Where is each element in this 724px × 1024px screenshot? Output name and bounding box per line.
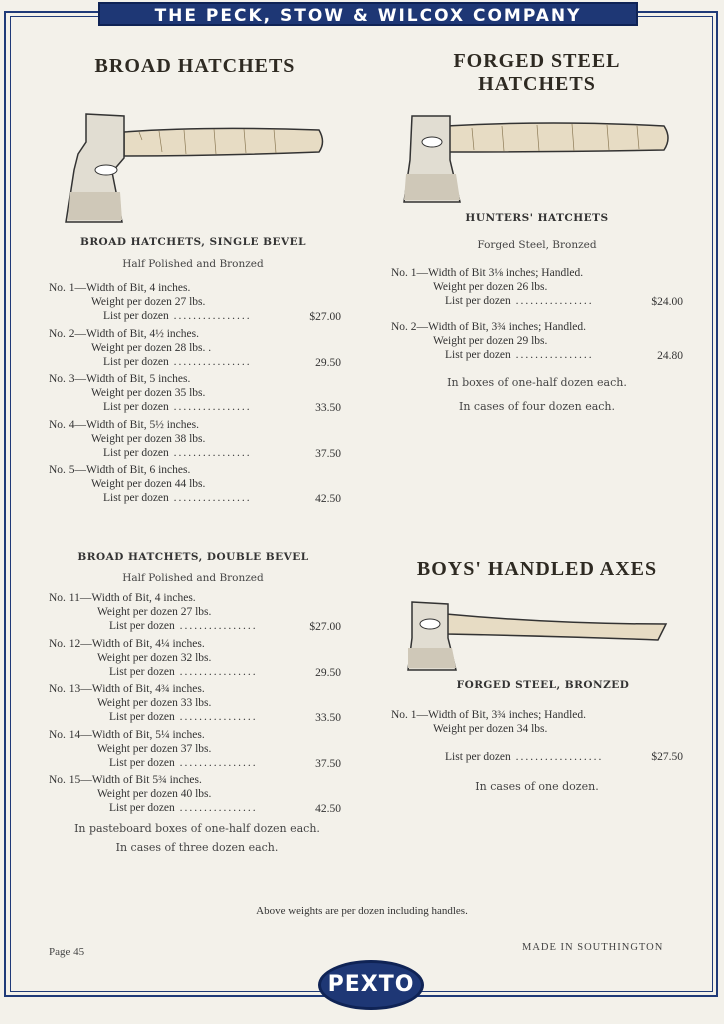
single-bevel-item (49, 418, 341, 460)
single-bevel-item (49, 327, 341, 369)
single-bevel-item (49, 372, 341, 414)
double-bevel-leader-dots: ................ (174, 756, 258, 769)
double-bevel-list-label: List per dozen (109, 802, 175, 814)
double-bevel-item (49, 728, 341, 770)
double-bevel-leader-dots: ................ (174, 665, 258, 678)
single-bevel-item-weight: Weight per dozen 27 lbs. (91, 296, 206, 308)
hunters-price: 24.80 (657, 350, 683, 362)
single-bevel-price: $27.00 (309, 311, 341, 323)
weights-footnote: Above weights are per dozen including handles. (256, 905, 468, 917)
double-bevel-item-weight: Weight per dozen 32 lbs. (97, 651, 212, 664)
forged-title-line2: HATCHETS (478, 73, 596, 95)
single-bevel-leader-dots: ................ (168, 401, 252, 413)
single-bevel-item-width: No. 3—Width of Bit, 5 inches. (49, 373, 191, 385)
broad-hatchet-icon (64, 112, 326, 227)
hunters-price: $24.00 (651, 296, 683, 308)
double-bevel-item-weight: Weight per dozen 37 lbs. (97, 742, 212, 755)
double-bevel-item-weight: Weight per dozen 40 lbs. (97, 788, 212, 800)
single-bevel-item-weight: Weight per dozen 28 lbs. . (91, 341, 212, 354)
single-bevel-list-label: List per dozen (103, 310, 169, 322)
hunters-item (391, 320, 683, 362)
hunters-list-label: List per dozen (445, 295, 511, 307)
pexto-logo: PEXTO (318, 960, 424, 1010)
single-bevel-list-label: List per dozen (103, 401, 169, 413)
single-bevel-item-width: No. 5—Width of Bit, 6 inches. (49, 464, 191, 476)
single-bevel-price: 29.50 (315, 356, 341, 369)
boys-axe-icon (404, 598, 670, 674)
double-bevel-price: $27.00 (309, 621, 341, 633)
double-bevel-list-label: List per dozen (109, 711, 175, 723)
single-bevel-leader-dots: ................ (168, 492, 252, 504)
double-bevel-item-width: No. 14—Width of Bit, 5¼ inches. (49, 728, 205, 741)
single-bevel-item-width: No. 4—Width of Bit, 5½ inches. (49, 418, 199, 431)
double-packing-2: In cases of three dozen each. (115, 841, 279, 854)
hunters-item-width: No. 1—Width of Bit 3⅛ inches; Handled. (391, 267, 584, 279)
hunters-leader-dots: ................ (510, 295, 594, 307)
single-bevel-leader-dots: ................ (168, 355, 252, 368)
double-bevel-item-width: No. 12—Width of Bit, 4¼ inches. (49, 637, 205, 650)
double-bevel-item-width: No. 15—Width of Bit 5¾ inches. (49, 774, 202, 786)
hunters-item-width: No. 2—Width of Bit, 3¾ inches; Handled. (391, 321, 587, 333)
hunters-leader-dots: ................ (510, 349, 594, 361)
double-bevel-leader-dots: ................ (174, 711, 258, 723)
double-bevel-finish: Half Polished and Bronzed (122, 572, 264, 584)
double-bevel-item (49, 682, 341, 724)
single-bevel-price: 42.50 (315, 493, 341, 505)
hunters-heading: HUNTERS' HATCHETS (465, 212, 609, 224)
double-bevel-price: 33.50 (315, 712, 341, 724)
single-bevel-item (49, 463, 341, 505)
double-bevel-list-label: List per dozen (109, 756, 175, 769)
hunters-item-weight: Weight per dozen 29 lbs. (433, 335, 548, 347)
hunters-hatchet-icon (402, 112, 672, 207)
single-bevel-item (49, 281, 341, 323)
single-bevel-item-width: No. 1—Width of Bit, 4 inches. (49, 282, 191, 294)
single-bevel-heading: BROAD HATCHETS, SINGLE BEVEL (79, 236, 307, 248)
single-bevel-item-weight: Weight per dozen 35 lbs. (91, 387, 206, 399)
double-bevel-list-label: List per dozen (109, 620, 175, 632)
broad-hatchets-title: BROAD HATCHETS (94, 55, 296, 77)
double-bevel-item (49, 591, 341, 633)
boys-item-list: List per dozen .................. $27.50 (445, 751, 683, 763)
double-bevel-price: 37.50 (315, 757, 341, 770)
boys-heading: FORGED STEEL, BRONZED (456, 679, 630, 691)
hunters-packing-2: In cases of four dozen each. (458, 400, 616, 413)
hunters-packing-1: In boxes of one-half dozen each. (447, 376, 627, 389)
double-bevel-leader-dots: ................ (174, 620, 258, 632)
single-bevel-leader-dots: ................ (168, 310, 252, 322)
double-bevel-price: 42.50 (315, 803, 341, 815)
single-bevel-finish: Half Polished and Bronzed (122, 258, 264, 270)
boys-list-label: List per dozen (445, 751, 511, 763)
hunters-item (391, 266, 683, 308)
hunters-finish: Forged Steel, Bronzed (477, 239, 597, 251)
single-bevel-price: 33.50 (315, 402, 341, 414)
made-in-note: MADE IN SOUTHINGTON (522, 942, 664, 953)
single-bevel-item-weight: Weight per dozen 38 lbs. (91, 432, 206, 445)
double-bevel-heading: BROAD HATCHETS, DOUBLE BEVEL (77, 551, 309, 563)
page-number: Page 45 (49, 946, 85, 958)
forged-title-line1: FORGED STEEL (453, 50, 621, 72)
single-bevel-list-label: List per dozen (103, 492, 169, 504)
single-bevel-leader-dots: ................ (168, 446, 252, 459)
double-bevel-item-width: No. 11—Width of Bit, 4 inches. (49, 592, 196, 604)
boys-item-weight: Weight per dozen 34 lbs. (433, 723, 548, 735)
hunters-item-weight: Weight per dozen 26 lbs. (433, 281, 548, 293)
double-bevel-leader-dots: ................ (174, 802, 258, 814)
double-bevel-item-weight: Weight per dozen 27 lbs. (97, 606, 212, 618)
single-bevel-item-width: No. 2—Width of Bit, 4½ inches. (49, 327, 199, 340)
double-bevel-item (49, 637, 341, 679)
boys-axes-title: BOYS' HANDLED AXES (416, 558, 658, 580)
single-bevel-list-label: List per dozen (103, 355, 169, 368)
double-bevel-item-weight: Weight per dozen 33 lbs. (97, 697, 212, 709)
double-bevel-item-width: No. 13—Width of Bit, 4¾ inches. (49, 683, 205, 695)
boys-packing: In cases of one dozen. (475, 780, 599, 793)
double-bevel-list-label: List per dozen (109, 665, 175, 678)
double-packing-1: In pasteboard boxes of one-half dozen each. (74, 822, 320, 835)
boys-item (391, 708, 683, 736)
boys-price: $27.50 (651, 751, 683, 763)
single-bevel-item-weight: Weight per dozen 44 lbs. (91, 478, 206, 490)
hunters-list-label: List per dozen (445, 349, 511, 361)
single-bevel-list-label: List per dozen (103, 446, 169, 459)
boys-item-width: No. 1—Width of Bit, 3¾ inches; Handled. (391, 709, 587, 721)
double-bevel-price: 29.50 (315, 666, 341, 679)
double-bevel-item (49, 773, 341, 815)
single-bevel-price: 37.50 (315, 447, 341, 460)
company-banner: THE PECK, STOW & WILCOX COMPANY (98, 2, 638, 26)
